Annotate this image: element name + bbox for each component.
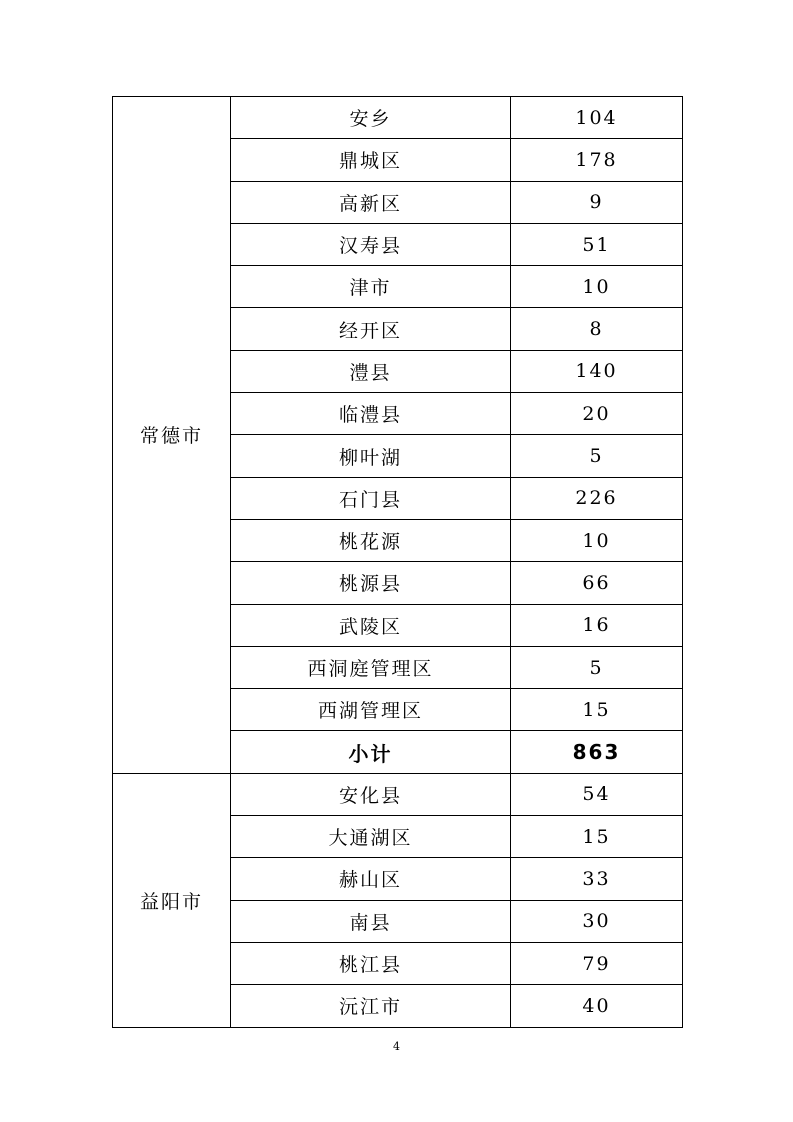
county-name-cell: 柳叶湖 bbox=[231, 435, 511, 477]
count-cell: 5 bbox=[511, 646, 683, 688]
data-table bbox=[112, 96, 683, 1028]
count-cell: 33 bbox=[511, 858, 683, 900]
count-cell: 9 bbox=[511, 181, 683, 223]
table-row bbox=[113, 773, 683, 815]
county-name-cell: 桃源县 bbox=[231, 562, 511, 604]
table-row bbox=[113, 97, 683, 139]
county-name-cell: 安化县 bbox=[231, 773, 511, 815]
county-name-cell: 西洞庭管理区 bbox=[231, 646, 511, 688]
county-name-cell: 大通湖区 bbox=[231, 816, 511, 858]
county-name-cell: 沅江市 bbox=[231, 985, 511, 1027]
subtotal-value: 863 bbox=[511, 731, 683, 773]
county-name-cell: 武陵区 bbox=[231, 604, 511, 646]
page-number: 4 bbox=[393, 1040, 400, 1053]
count-cell: 104 bbox=[511, 97, 683, 139]
city-cell: 常德市 bbox=[113, 97, 231, 774]
county-name-cell: 西湖管理区 bbox=[231, 689, 511, 731]
count-cell: 10 bbox=[511, 266, 683, 308]
count-cell: 40 bbox=[511, 985, 683, 1027]
count-cell: 226 bbox=[511, 477, 683, 519]
count-cell: 178 bbox=[511, 139, 683, 181]
county-name-cell: 石门县 bbox=[231, 477, 511, 519]
county-name-cell: 津市 bbox=[231, 266, 511, 308]
count-cell: 10 bbox=[511, 519, 683, 561]
count-cell: 20 bbox=[511, 393, 683, 435]
county-name-cell: 鼎城区 bbox=[231, 139, 511, 181]
county-name-cell: 澧县 bbox=[231, 350, 511, 392]
city-cell: 益阳市 bbox=[113, 773, 231, 1027]
count-cell: 66 bbox=[511, 562, 683, 604]
count-cell: 15 bbox=[511, 816, 683, 858]
count-cell: 16 bbox=[511, 604, 683, 646]
county-name-cell: 赫山区 bbox=[231, 858, 511, 900]
county-name-cell: 桃花源 bbox=[231, 519, 511, 561]
count-cell: 54 bbox=[511, 773, 683, 815]
count-cell: 140 bbox=[511, 350, 683, 392]
count-cell: 79 bbox=[511, 942, 683, 984]
count-cell: 5 bbox=[511, 435, 683, 477]
county-name-cell: 高新区 bbox=[231, 181, 511, 223]
county-name-cell: 南县 bbox=[231, 900, 511, 942]
count-cell: 51 bbox=[511, 223, 683, 265]
count-cell: 8 bbox=[511, 308, 683, 350]
county-name-cell: 临澧县 bbox=[231, 393, 511, 435]
count-cell: 15 bbox=[511, 689, 683, 731]
county-name-cell: 安乡 bbox=[231, 97, 511, 139]
county-name-cell: 桃江县 bbox=[231, 942, 511, 984]
table-body bbox=[113, 97, 683, 1028]
subtotal-label: 小计 bbox=[231, 731, 511, 773]
county-name-cell: 汉寿县 bbox=[231, 223, 511, 265]
county-name-cell: 经开区 bbox=[231, 308, 511, 350]
count-cell: 30 bbox=[511, 900, 683, 942]
